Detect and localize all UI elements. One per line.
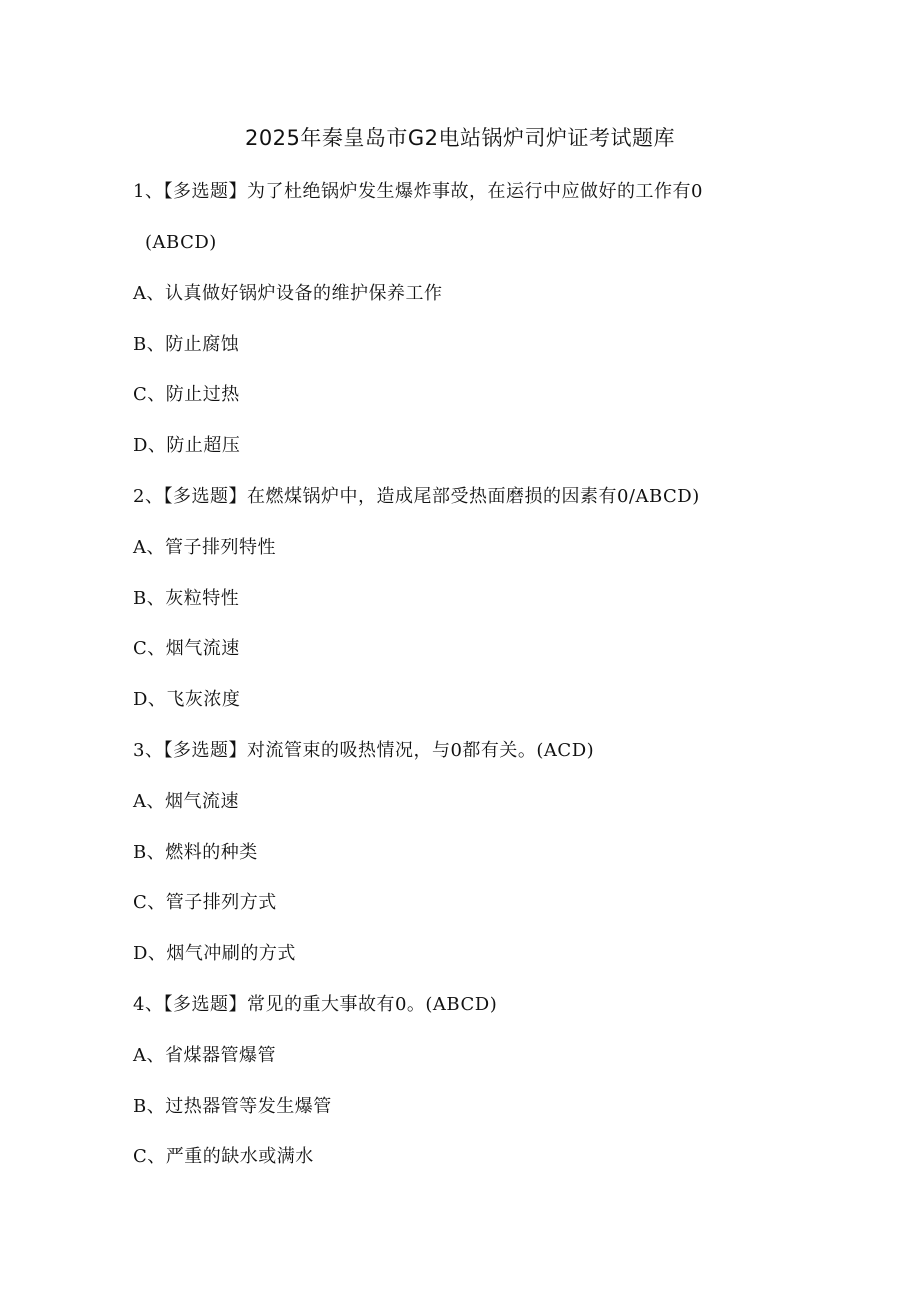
question-1-option-c: C、防止过热 <box>133 384 240 405</box>
question-3-option-c: C、管子排列方式 <box>133 892 277 913</box>
question-1-option-d: D、防止超压 <box>133 435 241 456</box>
question-1-option-b: B、防止腐蚀 <box>133 334 240 355</box>
question-3-option-b: B、燃料的种类 <box>133 842 258 863</box>
question-3-stem: 3、【多选题】对流管束的吸热情况，与0都有关。(ACD) <box>133 740 595 761</box>
question-3-option-a: A、烟气流速 <box>133 791 239 812</box>
question-3-option-d: D、烟气冲刷的方式 <box>133 943 296 964</box>
document-title: 2025年秦皇岛市G2电站锅炉司炉证考试题库 <box>244 126 676 150</box>
question-1-stem: 1、【多选题】为了杜绝锅炉发生爆炸事故，在运行中应做好的工作有0 <box>133 181 703 202</box>
question-1-answer: (ABCD) <box>145 232 217 253</box>
question-4-option-a: A、省煤器管爆管 <box>133 1045 276 1066</box>
question-2-stem: 2、【多选题】在燃煤锅炉中，造成尾部受热面磨损的因素有0/ABCD) <box>133 486 700 507</box>
question-2-option-b: B、灰粒特性 <box>133 588 240 609</box>
question-2-option-a: A、管子排列特性 <box>133 537 276 558</box>
question-4-stem: 4、【多选题】常见的重大事故有0。(ABCD) <box>133 994 498 1015</box>
question-2-option-c: C、烟气流速 <box>133 638 240 659</box>
question-4-option-c: C、严重的缺水或满水 <box>133 1146 314 1167</box>
question-1-option-a: A、认真做好锅炉设备的维护保养工作 <box>133 283 443 304</box>
question-2-option-d: D、飞灰浓度 <box>133 689 241 710</box>
question-4-option-b: B、过热器管等发生爆管 <box>133 1096 332 1117</box>
